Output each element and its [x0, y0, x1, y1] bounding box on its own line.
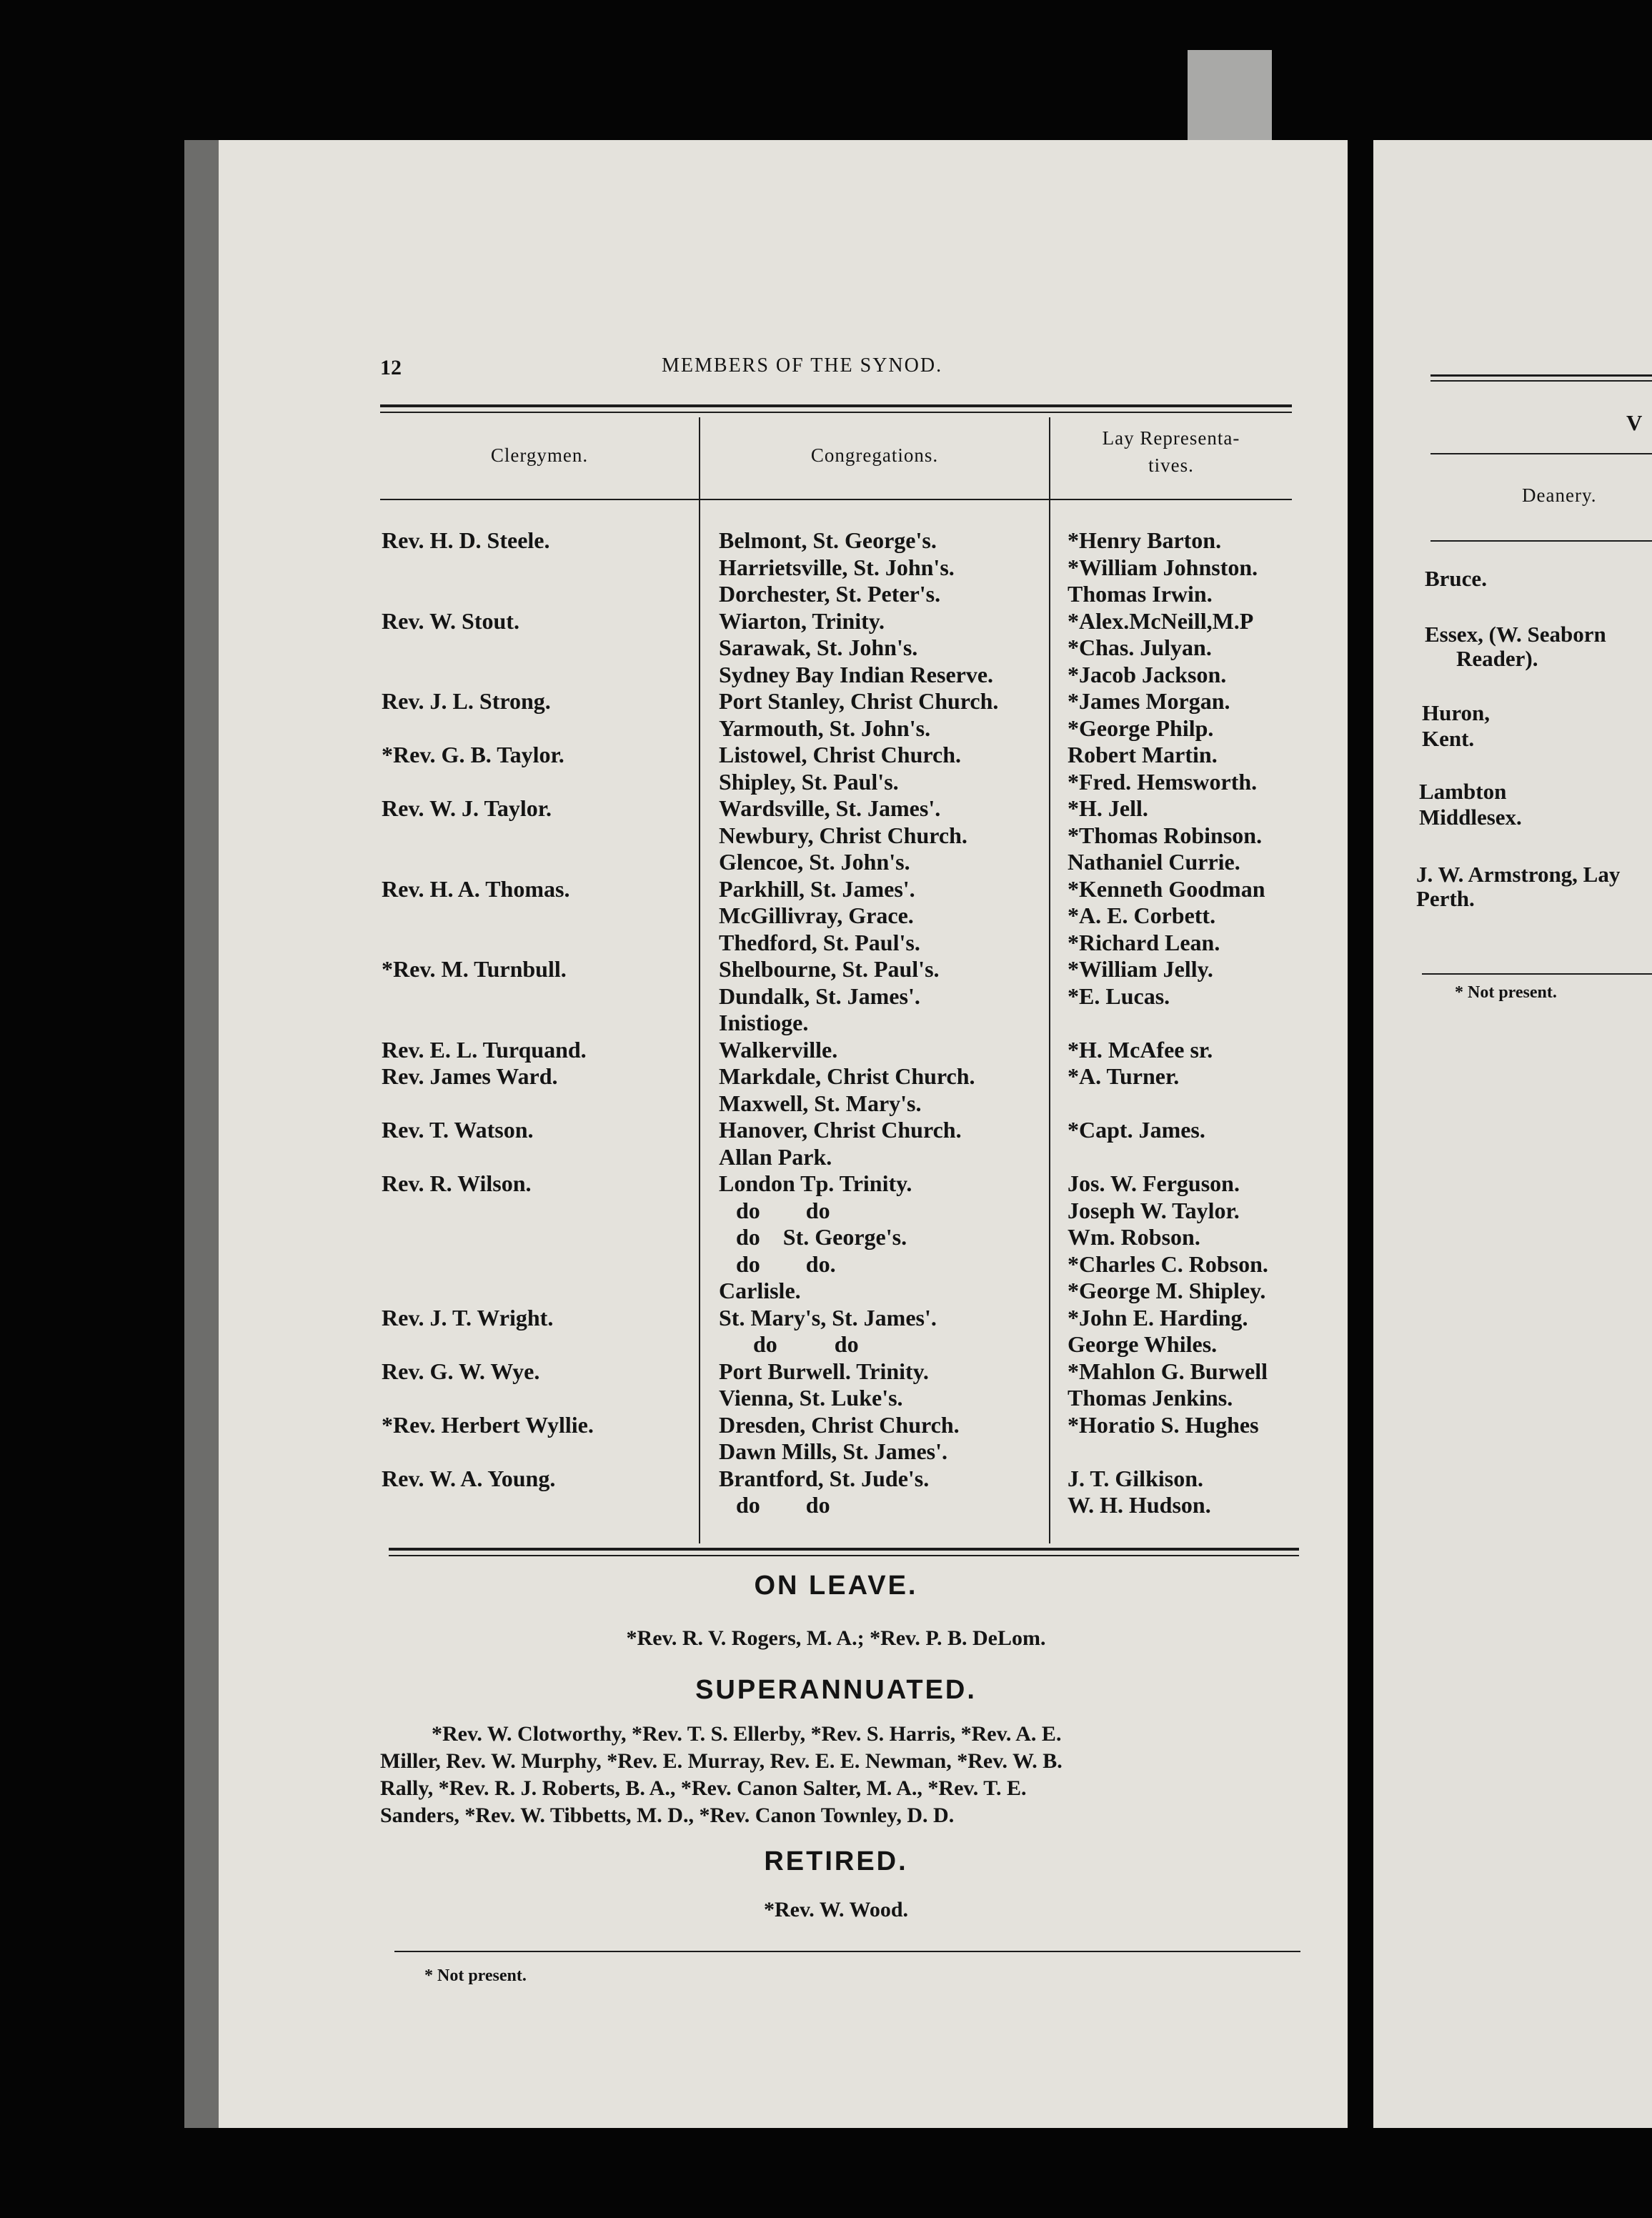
deanery-entry: Kent. [1422, 726, 1475, 751]
congregation-cell: Markdale, Christ Church. [719, 1063, 975, 1089]
clergyman-cell: *Rev. Herbert Wyllie. [382, 1411, 594, 1438]
next-page-top-rule-thin [1430, 380, 1652, 382]
lay-representative-cell: *Chas. Julyan. [1068, 635, 1212, 660]
clergyman-cell: Rev. E. L. Turquand. [382, 1036, 587, 1063]
table-top-rule-thin [380, 412, 1292, 413]
next-page-header-rule [1430, 453, 1652, 454]
congregation-cell: Newbury, Christ Church. [719, 822, 967, 848]
congregation-cell: Dorchester, St. Peter's. [719, 581, 941, 607]
clergyman-cell: Rev. H. A. Thomas. [382, 875, 570, 902]
congregation-cell: Belmont, St. George's. [719, 527, 937, 553]
clergyman-cell: Rev. W. J. Taylor. [382, 795, 552, 821]
running-head: MEMBERS OF THE SYNOD. [662, 354, 943, 377]
on-leave-heading: ON LEAVE. [754, 1571, 918, 1601]
clergyman-cell: Rev. J. L. Strong. [382, 688, 551, 714]
congregation-cell: Brantford, St. Jude's. [719, 1465, 930, 1491]
lay-representative-cell: *George Philp. [1068, 715, 1214, 741]
retired-heading: RETIRED. [764, 1846, 908, 1876]
column-header-lay-2: tives. [1148, 454, 1194, 476]
superannuated-line: Sanders, *Rev. W. Tibbetts, M. D., *Rev. Canon Townley, D. D. [380, 1804, 955, 1827]
superannuated-line: Rally, *Rev. R. J. Roberts, B. A., *Rev. Canon Salter, M. A., *Rev. T. E. [380, 1776, 1027, 1800]
retired-text: *Rev. W. Wood. [763, 1898, 909, 1921]
column-header-lay-1: Lay Representa- [1102, 427, 1240, 449]
congregation-cell: McGillivray, Grace. [719, 902, 914, 928]
column-divider-1 [699, 417, 700, 1543]
lay-representative-cell: *Kenneth Goodman [1068, 875, 1265, 902]
next-page-header-bottom-rule [1430, 540, 1652, 542]
congregation-cell: Listowel, Christ Church. [719, 742, 961, 767]
table-bottom-rule [389, 1548, 1299, 1551]
lay-representative-cell: *Richard Lean. [1068, 929, 1220, 955]
lay-representative-cell: Nathaniel Currie. [1068, 849, 1240, 875]
congregation-cell: do do. [719, 1250, 836, 1277]
congregation-cell: Allan Park. [719, 1143, 832, 1170]
column-header-congregations: Congregations. [810, 444, 939, 466]
clergyman-cell: Rev. G. W. Wye. [382, 1358, 540, 1384]
deanery-entry: J. W. Armstrong, Lay [1416, 862, 1621, 887]
lay-representative-cell: *William Jelly. [1068, 956, 1213, 982]
right-page [1373, 140, 1652, 2128]
congregation-cell: Maxwell, St. Mary's. [719, 1090, 922, 1116]
lay-representative-cell: Robert Martin. [1068, 742, 1218, 767]
clergyman-cell: *Rev. G. B. Taylor. [382, 742, 564, 767]
lay-representative-cell: *H. McAfee sr. [1068, 1036, 1213, 1063]
lay-representative-cell: *Henry Barton. [1068, 527, 1222, 553]
lay-representative-cell: *Jacob Jackson. [1068, 661, 1227, 687]
congregation-cell: Wiarton, Trinity. [719, 607, 885, 634]
congregation-cell: Walkerville. [719, 1036, 838, 1063]
congregation-cell: Wardsville, St. James'. [719, 795, 941, 821]
footnote: * Not present. [424, 1966, 527, 1985]
clergyman-cell: Rev. W. A. Young. [382, 1465, 556, 1491]
superannuated-heading: SUPERANNUATED. [695, 1675, 977, 1705]
clergyman-cell: Rev. T. Watson. [382, 1117, 534, 1143]
lay-representative-cell: George Whiles. [1068, 1331, 1218, 1357]
next-page-column-deanery: Deanery. [1522, 484, 1597, 506]
congregation-cell: Shelbourne, St. Paul's. [719, 956, 940, 982]
congregation-cell: London Tp. Trinity. [719, 1170, 912, 1196]
deanery-entry: Huron, [1422, 700, 1491, 725]
lay-representative-cell: *Horatio S. Hughes [1068, 1411, 1259, 1438]
lay-representative-cell: *Capt. James. [1068, 1117, 1205, 1143]
column-header-clergymen: Clergymen. [490, 444, 589, 466]
congregation-cell: Yarmouth, St. John's. [719, 715, 931, 741]
lay-representative-cell: *Charles C. Robson. [1068, 1250, 1268, 1277]
header-bottom-rule [380, 499, 1292, 500]
lay-representative-cell: *Fred. Hemsworth. [1068, 768, 1258, 795]
clergyman-cell: Rev. James Ward. [382, 1063, 558, 1089]
deanery-entry: Perth. [1416, 886, 1475, 911]
clergyman-cell: Rev. J. T. Wright. [382, 1304, 554, 1331]
lay-representative-cell: *Alex.McNeill,M.P [1068, 607, 1254, 634]
next-page-footnote: * Not present. [1455, 983, 1557, 1002]
lay-representative-cell: Thomas Jenkins. [1068, 1385, 1233, 1411]
congregation-cell: do do [719, 1331, 859, 1357]
lay-representative-cell: *John E. Harding. [1068, 1304, 1248, 1331]
clergyman-cell: Rev. R. Wilson. [382, 1170, 532, 1196]
lay-representative-cell: *E. Lucas. [1068, 983, 1170, 1009]
congregation-cell: Dundalk, St. James'. [719, 983, 920, 1009]
lay-representative-cell: *Mahlon G. Burwell [1068, 1358, 1268, 1384]
congregation-cell: St. Mary's, St. James'. [719, 1304, 937, 1331]
congregation-cell: Vienna, St. Luke's. [719, 1385, 903, 1411]
congregation-cell: Harrietsville, St. John's. [719, 554, 955, 580]
lay-representative-cell: Jos. W. Ferguson. [1068, 1170, 1240, 1196]
congregation-cell: do do [719, 1197, 830, 1223]
lay-representative-cell: *George M. Shipley. [1068, 1278, 1266, 1303]
lay-representative-cell: *William Johnston. [1068, 554, 1258, 580]
lay-representative-cell: *Thomas Robinson. [1068, 822, 1263, 848]
footnote-rule [394, 1951, 1300, 1952]
next-page-top-rule [1430, 374, 1652, 377]
congregation-cell: Dresden, Christ Church. [719, 1411, 960, 1438]
lay-representative-cell: Joseph W. Taylor. [1068, 1197, 1240, 1223]
deanery-entry: Lambton [1419, 779, 1507, 804]
lay-representative-cell: *James Morgan. [1068, 688, 1230, 714]
table-bottom-rule-thin [389, 1555, 1299, 1556]
congregation-cell: Inistioge. [719, 1010, 809, 1035]
next-page-header-fragment: V [1626, 410, 1643, 435]
congregation-cell: Shipley, St. Paul's. [719, 768, 899, 795]
lay-representative-cell: *H. Jell. [1068, 795, 1148, 821]
congregation-cell: do St. George's. [719, 1224, 907, 1250]
deanery-entry: Reader). [1456, 646, 1538, 671]
clergyman-cell: Rev. H. D. Steele. [382, 527, 550, 553]
congregation-cell: Glencoe, St. John's. [719, 849, 910, 875]
page-gutter-shadow [184, 140, 219, 2128]
congregation-cell: Port Burwell. Trinity. [719, 1358, 929, 1384]
lay-representative-cell: Thomas Irwin. [1068, 581, 1213, 607]
page-number: 12 [380, 356, 402, 379]
congregation-cell: Carlisle. [719, 1278, 801, 1303]
congregation-cell: Hanover, Christ Church. [719, 1117, 962, 1143]
superannuated-line: *Rev. W. Clotworthy, *Rev. T. S. Ellerby, *Rev. S. Harris, *Rev. A. E. [432, 1722, 1062, 1746]
lay-representative-cell: *A. E. Corbett. [1068, 902, 1216, 928]
lay-representative-cell: *A. Turner. [1068, 1063, 1180, 1089]
column-divider-2 [1049, 417, 1050, 1543]
deanery-entry: Essex, (W. Seaborn [1425, 622, 1606, 647]
congregation-cell: Dawn Mills, St. James'. [719, 1438, 947, 1464]
lay-representative-cell: J. T. Gilkison. [1068, 1465, 1203, 1491]
congregation-cell: Sarawak, St. John's. [719, 635, 918, 660]
lay-representative-cell: W. H. Hudson. [1068, 1492, 1211, 1518]
on-leave-text: *Rev. R. V. Rogers, M. A.; *Rev. P. B. DeLom. [626, 1626, 1046, 1650]
deanery-entry: Bruce. [1425, 566, 1487, 591]
congregation-cell: do do [719, 1492, 830, 1518]
congregation-cell: Sydney Bay Indian Reserve. [719, 661, 994, 687]
congregation-cell: Port Stanley, Christ Church. [719, 688, 999, 714]
scan-artifact [1188, 50, 1272, 150]
congregation-cell: Thedford, St. Paul's. [719, 929, 920, 955]
superannuated-line: Miller, Rev. W. Murphy, *Rev. E. Murray, Rev. E. E. Newman, *Rev. W. B. [380, 1749, 1063, 1773]
deanery-entry: Middlesex. [1419, 805, 1522, 830]
lay-representative-cell: Wm. Robson. [1068, 1224, 1200, 1250]
congregation-cell: Parkhill, St. James'. [719, 875, 915, 902]
clergyman-cell: *Rev. M. Turnbull. [382, 956, 567, 982]
next-page-footnote-rule [1422, 973, 1652, 975]
table-top-rule [380, 404, 1292, 407]
clergyman-cell: Rev. W. Stout. [382, 607, 519, 634]
